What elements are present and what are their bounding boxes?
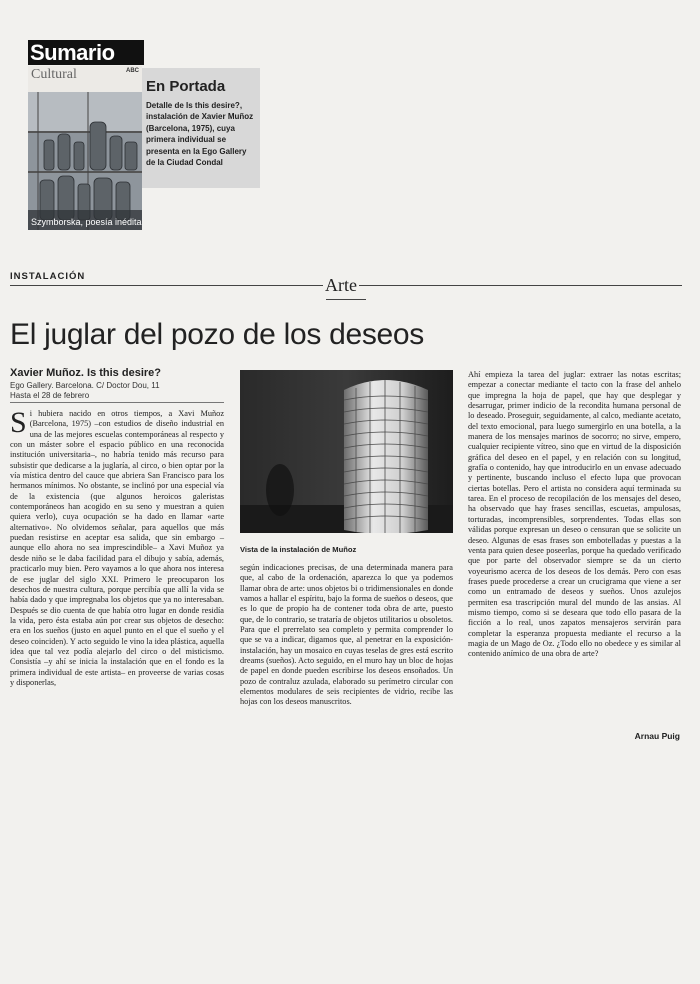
exhibition-venue: Ego Gallery. Barcelona. C/ Doctor Dou, 11 <box>10 381 160 390</box>
en-portada-text: Detalle de Is this desire?, instalación de Xavier Muñoz (Barcelona, 1975), cuya primera individual se presenta en la Ego Gallery de la Ciudad Condal <box>146 101 254 168</box>
en-portada-title: En Portada <box>146 78 226 95</box>
section-name: Arte <box>325 275 357 295</box>
info-rule <box>10 402 224 403</box>
section-name-underline <box>326 299 366 300</box>
cover-masthead <box>28 66 142 92</box>
sumario-heading: Sumario <box>28 40 144 65</box>
article-column-1 <box>10 406 224 688</box>
drop-cap: S <box>10 406 27 439</box>
cover-bottles-image <box>28 92 142 230</box>
installation-photo <box>240 370 453 533</box>
cover-abc-label: ABC <box>126 68 139 74</box>
article-column-2 <box>240 563 453 708</box>
column-2-text: según indicaciones precisas, de una determinada manera para que, al cabo de la ordenación, aparezca lo que ya podemos llamar obra de arte: unos objetos bi o tridimensionales en donde vamos a hallar el espíritu, bajo la forma de sueños o deseos, que es lo que de propio ha de contener toda obra de arte, puesto que, de lo contrario, se trataría de objetos utilitarios u obsoletos. Para que el prerrelato sea completo y permita comprender lo que se va a indicar, digamos que, al penetrar en la exposición-instalación, hay un mosaico en cuyas teselas de gres está escrito dreams (sueños). Acto seguido, en el muro hay un bloc de hojas de papel en donde pueden escribirse los deseos ensoñados. Un pozo de contraluz azulada, elaborado su perímetro circular con elementos modulares de seis recipientes de vidrio, recibe las hojas con los deseos manuscritos. <box>240 563 453 707</box>
cover-caption: Szymborska, poesía inédita <box>31 217 142 227</box>
cover-cultural-label: Cultural <box>31 67 77 82</box>
article-headline: El juglar del pozo de los deseos <box>10 318 425 351</box>
column-3-text: Ahí empieza la tarea del juglar: extraer las notas escritas; empezar a conectar mediante el tacto con la frase del anhelo que impregna la hoja de papel, que hay que desplegar y desarrugar, primer indicio de la recondita humana personal de lo deseado. Proseguir, seguidamente, al calco, mediante acetato, del texto emocional, para luego sumergirlo en una botella, a la manera de los mensajes marinos de socorro; no sirve, empero, cualquier recipiente vítreo, sino que en virtud de la disposición gráfica del deseo en el papel, y en relación con su longitud, grafía o contenido, hay que introducirlo en un envase adecuado y pertinente, buscando incluso el efecto lupa que provocan ciertas botellas. Pero el artista no considera aquí terminada su tarea. En el proceso de recopilación de los mensajes del deseo, ha observado que hay frases sencillas, escuetas, ampulosas, torturadas, incomprensibles, sorprendentes. Todas ellas son válidas porque expresan un deseo o censuran que se solicite un deseo. Algunas de esas frases son embotelladas y puestas a la venta para quien desee poseerlas, porque ha quedado verificado que por parte del observador siempre se da un cierto voyeurismo acerca de los deseos de los demás. Pero con esas frases puede procederse a crear un crucigrama que viene a ser como un entramado de deseos y sueños. Unos azulejos permiten esa trascripción mural del mundo de las ansias. Al mismo tiempo, como si se deseara que todo ello pasara de la ficción a lo real, unos zapatos mensajeros servirán para completar la esperanza propuesta mediante el recurso a la magia de un Mago de Oz. ¿Todo ello no obedece y es similar al contenido anímico de una obra de arte? <box>468 370 681 659</box>
author-signature: Arnau Puig <box>634 731 680 741</box>
exhibition-title: Xavier Muñoz. Is this desire? <box>10 367 161 379</box>
magazine-cover <box>28 66 142 230</box>
article-column-3 <box>468 370 681 660</box>
en-portada-box <box>142 68 260 188</box>
photo-caption: Vista de la instalación de Muñoz <box>240 545 357 554</box>
exhibition-dates: Hasta el 28 de febrero <box>10 391 90 400</box>
section-label: INSTALACIÓN <box>10 271 86 282</box>
column-1-text: i hubiera nacido en otros tiempos, a Xavi Muñoz (Barcelona, 1975) –con estudios de diseño industrial en una de las mejores escuelas contemporáneas al respecto y con un máster sobre el espacio público en una reconocida institución universitaria–, no habría tenido más recurso para subsistir que dedicarse a la juglaría, al circo, o bien optar por la vía mística dentro del cauce que abriera San Francisco para los hermanos mínimos. No obstante, se inclinó por una especial vía de la existencia (que algunos heroicos galeristas contemporáneos han acogido en su seno y muestran a quien quiera verlo), cuya ocupación se ha dado en llamar «arte alternativo». No olvidemos señalar, para aquellos que más puedan resistirse en aceptar esa salida, que sin embargo –aunque ello ahora no sea imprescindible– a Xavi Muñoz ya desde niño se le daba facilidad para el dibujo y sabía, además, practicarlo muy bien. Pero vayamos a lo que ahora nos interesa de ese juglar del siglo XXI. Primero le preocuparon los desechos de nuestra cultura, porque percibía que allí la vida se había dado y que impregnaba los objetos que ya no interesaban. Después se dio cuenta de que había otro lugar en donde residía la vida, pero ésta estaba aún por crear sus objetos de desecho: era en los sueños (justo en aquel punto en el que el sueño y el deseo coinciden). Y acto seguido le vino la idea plástica, aquella idea que tal vez podía alejarlo del circo o del misticismo. Consistía –y ahí se inicia la instalación que en el fondo es la primera individual de este artista– en proveerse de varias cosas y disponerlas, <box>10 409 224 687</box>
